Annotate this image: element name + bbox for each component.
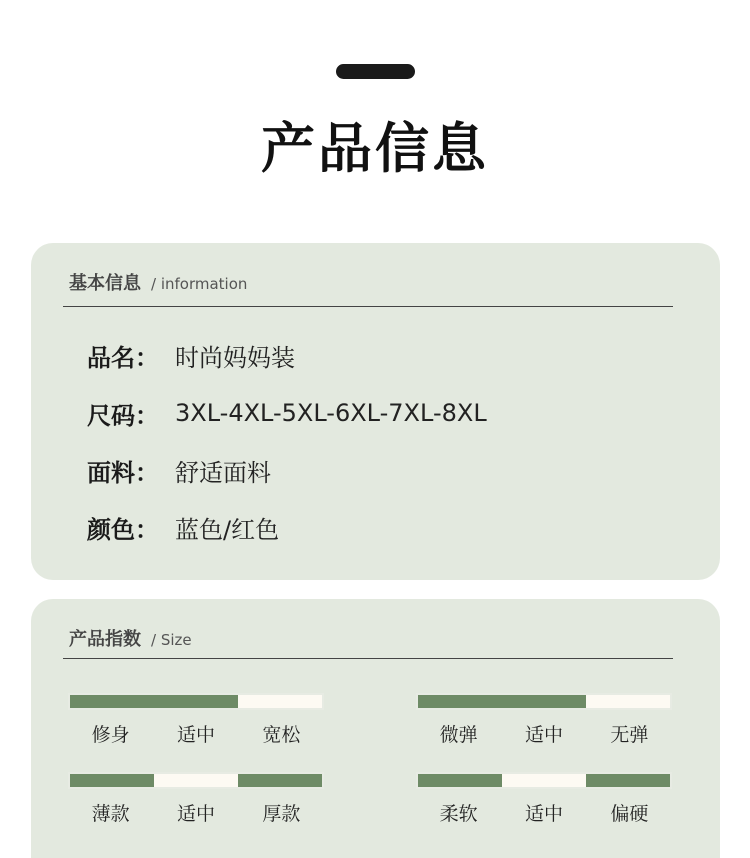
page-title: 产品信息 xyxy=(261,117,489,180)
product-index-card xyxy=(31,599,720,858)
basic-info-title: 基本信息 xyxy=(69,273,141,294)
thickness-scale-bar xyxy=(68,772,324,789)
scale-label: 偏硬 xyxy=(610,803,649,825)
scale-segment xyxy=(586,695,670,708)
scale-segment xyxy=(238,695,322,708)
info-label: 品名： xyxy=(87,343,159,372)
scale-segment xyxy=(586,774,670,787)
fit-scale-bar xyxy=(68,693,324,710)
scale-segment xyxy=(418,774,502,787)
thickness-scale xyxy=(68,772,324,826)
product-index-divider xyxy=(63,658,673,659)
elasticity-scale-bar xyxy=(416,693,672,710)
basic-info-divider xyxy=(63,306,673,307)
scale-label: 修身 xyxy=(91,724,130,746)
scale-label: 适中 xyxy=(524,803,563,825)
info-label: 颜色： xyxy=(87,515,159,544)
scale-label: 宽松 xyxy=(262,724,301,746)
scale-segment xyxy=(154,774,238,787)
product-index-subtitle: / Size xyxy=(151,631,192,649)
info-value: 时尚妈妈装 xyxy=(175,343,295,372)
scale-label: 微弹 xyxy=(439,724,478,746)
scale-segment xyxy=(70,695,154,708)
scale-segment xyxy=(238,774,322,787)
basic-info-header xyxy=(69,269,247,295)
scale-label: 适中 xyxy=(176,724,215,746)
info-row-fabric xyxy=(87,452,271,488)
softness-scale-bar xyxy=(416,772,672,789)
info-row-size xyxy=(87,395,487,431)
scale-segment xyxy=(502,695,586,708)
product-index-title: 产品指数 xyxy=(69,629,141,650)
basic-info-card xyxy=(31,243,720,580)
scale-label: 薄款 xyxy=(91,803,130,825)
scale-segment xyxy=(418,695,502,708)
elasticity-scale xyxy=(416,693,672,747)
scale-label: 适中 xyxy=(176,803,215,825)
info-row-color xyxy=(87,509,279,545)
scale-label: 柔软 xyxy=(439,803,478,825)
info-label: 面料： xyxy=(87,458,159,487)
scale-label: 适中 xyxy=(524,724,563,746)
info-value: 蓝色/红色 xyxy=(175,515,280,544)
info-value: 舒适面料 xyxy=(175,458,271,487)
title-decoration-bar xyxy=(336,64,415,79)
scale-label: 无弹 xyxy=(610,724,649,746)
fit-scale xyxy=(68,693,324,747)
info-value: 3XL-4XL-5XL-6XL-7XL-8XL xyxy=(175,399,487,427)
basic-info-subtitle: / information xyxy=(151,275,248,293)
scale-label: 厚款 xyxy=(262,803,301,825)
scale-segment xyxy=(502,774,586,787)
scale-segment xyxy=(154,695,238,708)
info-row-name xyxy=(87,337,295,373)
product-index-header xyxy=(69,625,192,651)
scale-segment xyxy=(70,774,154,787)
softness-scale xyxy=(416,772,672,826)
info-label: 尺码： xyxy=(87,401,159,430)
